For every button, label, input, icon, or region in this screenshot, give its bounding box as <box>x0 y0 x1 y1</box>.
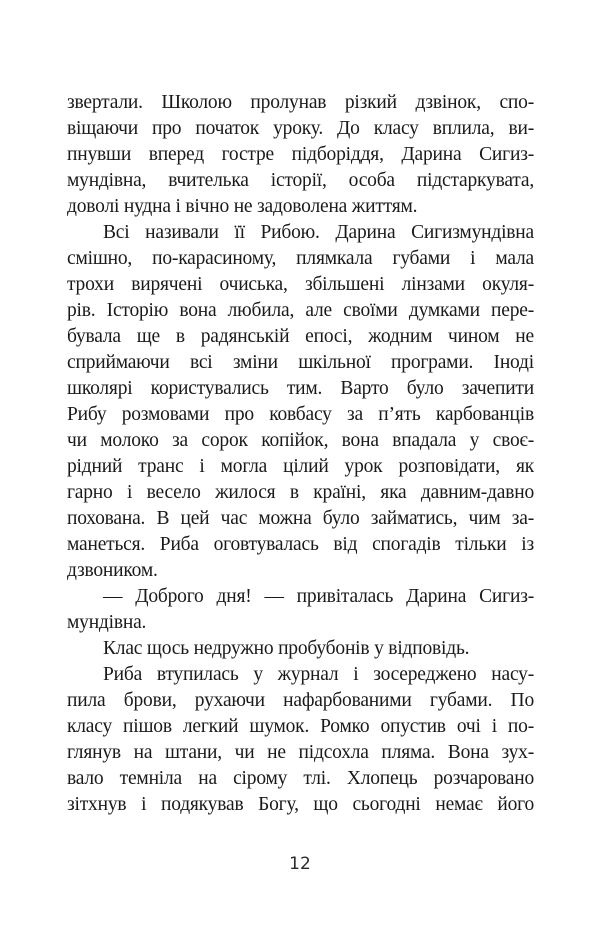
text-line: глянув на штани, чи не підсохла пляма. Вона зух- <box>67 742 534 763</box>
text-line: чи молоко за сорок копійок, вона впадала у своє- <box>67 430 534 451</box>
text-line: рідний транс і могла цілий урок розповідати, як <box>67 456 534 477</box>
text-line: похована. В цей час можна було займатись, чим за- <box>67 508 534 529</box>
text-line: Рибу розмовами про ковбасу за п’ять карбованців <box>67 404 534 425</box>
paragraph <box>67 90 534 220</box>
text-line: мундівна, вчителька історії, особа підстаркувата, <box>67 170 534 191</box>
text-line: доволі нудна і вічно не задоволена життям. <box>67 196 418 217</box>
text-line: Всі називали її Рибою. Дарина Сигизмундівна <box>103 222 534 243</box>
text-block <box>67 90 534 818</box>
paragraph <box>67 636 534 662</box>
text-line: зітхнув і подякував Богу, що сьогодні немає його <box>67 794 534 815</box>
text-line: манеться. Риба оговтувалась від спогадів тільки із <box>67 534 534 555</box>
text-line: рів. Історію вона любила, але своїми думками пере- <box>67 300 534 321</box>
paragraph <box>67 662 534 818</box>
text-line: віщаючи про початок уроку. До класу вплила, ви- <box>67 118 534 139</box>
text-line: звертали. Школою пролунав різкий дзвінок, спо- <box>67 92 534 113</box>
text-line: сприймаючи всі зміни шкільної програми. Іноді <box>67 352 534 373</box>
text-line: Клас щось недружно пробубонів у відповідь. <box>103 638 470 659</box>
text-line: класу пішов легкий шумок. Ромко опустив очі і по- <box>67 716 534 737</box>
text-line: смішно, по-карасиному, плямкала губами і мала <box>67 248 534 269</box>
text-line: трохи вирячені очиська, збільшені лінзами окуля- <box>67 274 534 295</box>
text-line: мундівна. <box>67 612 147 633</box>
text-line: Риба втупилась у журнал і зосереджено насу- <box>103 664 534 685</box>
text-line: школярі користувались тим. Варто було зачепити <box>67 378 534 399</box>
text-line: бувала ще в радянській епосі, жодним чином не <box>67 326 534 347</box>
text-line: пила брови, рухаючи нафарбованими губами. По <box>67 690 534 711</box>
text-line: гарно і весело жилося в країні, яка давним-давно <box>67 482 534 503</box>
text-line: дзвоником. <box>67 560 158 581</box>
page-number: 12 <box>289 854 311 874</box>
text-line: — Доброго дня! — привіталась Дарина Сигиз- <box>103 586 534 607</box>
paragraph <box>67 584 534 636</box>
paragraph <box>67 220 534 584</box>
text-line: пнувши вперед гостре підборіддя, Дарина Сигиз- <box>67 144 534 165</box>
text-line: вало темніла на сірому тлі. Хлопець розчаровано <box>67 768 534 789</box>
